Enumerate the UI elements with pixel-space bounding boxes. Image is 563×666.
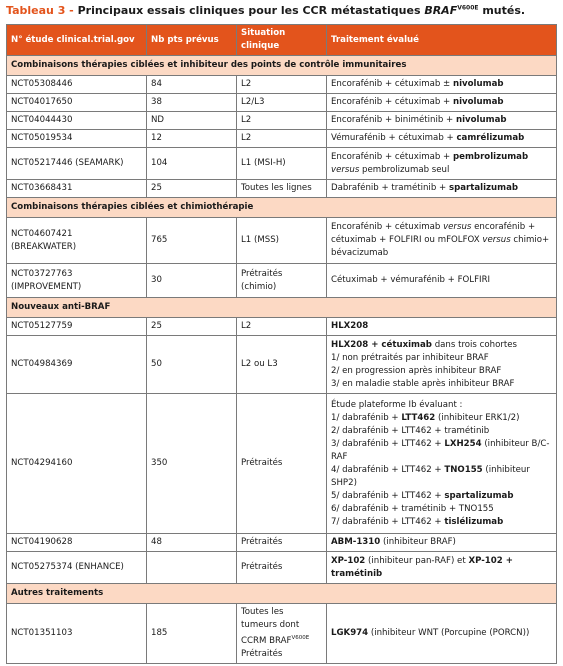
versus-text: versus xyxy=(482,235,511,245)
situation-text: CCRM BRAF xyxy=(241,635,292,646)
treatment-drug: nivolumab xyxy=(452,79,504,89)
treatment-text: chimio+ bévacizumab xyxy=(331,235,550,258)
treatment-drug: nivolumab xyxy=(452,97,504,107)
clinical-situation xyxy=(237,604,327,664)
treatment-drug: XP-102 + xyxy=(468,555,513,566)
patient-count: 48 xyxy=(147,534,237,552)
section-title: Autres traitements xyxy=(7,584,557,604)
treatment xyxy=(327,112,557,130)
treatment-text: pembrolizumab seul xyxy=(359,164,450,175)
patient-count: 30 xyxy=(147,264,237,298)
study-id: NCT05217446 (SEAMARK) xyxy=(7,148,147,180)
treatment-text: (inhibiteur pan-RAF) et xyxy=(365,555,469,566)
clinical-situation: L2 ou L3 xyxy=(237,336,327,394)
section-row xyxy=(7,584,557,604)
patient-count: 104 xyxy=(147,148,237,180)
treatment-drug: LXH254 xyxy=(444,438,482,449)
treatment-text: encorafénib + cétuximab + FOLFIRI ou mFOLFOX xyxy=(331,222,536,245)
treatment-drug: tislélizumab xyxy=(444,516,504,527)
treatment xyxy=(327,130,557,148)
patient-count: 25 xyxy=(147,318,237,336)
header-treatment: Traitement évalué xyxy=(327,25,557,56)
study-id: NCT05275374 (ENHANCE) xyxy=(7,552,147,584)
arm-item: (inhibiteur B/C-RAF xyxy=(331,438,550,462)
situation-text: tumeurs dont xyxy=(241,620,300,631)
arm-item: (inhibiteur SHP2) xyxy=(331,464,530,488)
treatment xyxy=(327,318,557,336)
treatment-drug: camrélizumab xyxy=(456,133,525,143)
treatment-text: dans trois cohortes xyxy=(431,339,517,350)
situation-text: Toutes les xyxy=(241,607,284,618)
study-id: NCT05308446 xyxy=(7,76,147,94)
treatment-drug: XP-102 xyxy=(331,555,366,566)
table-row xyxy=(7,112,557,130)
treatment xyxy=(327,180,557,198)
treatment-text: Encorafénib + binimétinib + xyxy=(331,115,456,125)
treatment-text: Encorafénib + cétuximab ± xyxy=(331,79,453,89)
arm-item: 7/ dabrafénib + LTT462 + xyxy=(331,516,445,527)
table-row xyxy=(7,534,557,552)
study-id: NCT04294160 xyxy=(7,394,147,534)
header-row xyxy=(7,25,557,56)
arm-item: 6/ dabrafénib + tramétinib + TNO155 xyxy=(331,503,494,514)
study-id: NCT04017650 xyxy=(7,94,147,112)
situation-text: Prétraités xyxy=(241,648,283,659)
arm-item: 1/ dabrafénib + xyxy=(331,412,402,423)
study-id xyxy=(7,218,147,264)
table-row xyxy=(7,336,557,394)
treatment-drug: ABM-1310 xyxy=(331,537,381,547)
treatment-drug: nivolumab xyxy=(455,115,507,125)
table-row xyxy=(7,218,557,264)
treatment-text: Dabrafénib + tramétinib + xyxy=(331,183,449,193)
versus-text: versus xyxy=(331,164,360,175)
clinical-situation: L2 xyxy=(237,76,327,94)
study-id: NCT05127759 xyxy=(7,318,147,336)
mutation-sup: V600E xyxy=(291,635,310,642)
section-row xyxy=(7,56,557,76)
treatment-drug: spartalizumab xyxy=(444,490,514,501)
header-situation: Situation clinique xyxy=(237,25,327,56)
clinical-situation: Prétraités xyxy=(237,534,327,552)
patient-count: 25 xyxy=(147,180,237,198)
treatment xyxy=(327,94,557,112)
cohort-item: 2/ en progression après inhibiteur BRAF xyxy=(331,365,502,376)
patient-count: ND xyxy=(147,112,237,130)
treatment xyxy=(327,552,557,584)
treatment-text: Encorafénib + cétuximab + xyxy=(331,151,453,162)
treatment-drug: LGK974 xyxy=(331,628,369,638)
section-title: Combinaisons thérapies ciblées et chimiothérapie xyxy=(7,198,557,218)
clinical-situation: L2 xyxy=(237,112,327,130)
study-acronym: (IMPROVEMENT) xyxy=(11,281,82,292)
treatment: Cétuximab + vémurafénib + FOLFIRI xyxy=(327,264,557,298)
arm-item: (inhibiteur ERK1/2) xyxy=(435,412,520,423)
treatment-text: Étude plateforme Ib évaluant : xyxy=(331,399,463,410)
table-row xyxy=(7,148,557,180)
arm-item: 2/ dabrafénib + LTT462 + tramétinib xyxy=(331,425,490,436)
patient-count: 38 xyxy=(147,94,237,112)
table-row xyxy=(7,604,557,664)
treatment-drug: tramétinib xyxy=(331,568,383,579)
arm-item: 5/ dabrafénib + LTT462 + xyxy=(331,490,445,501)
table-row xyxy=(7,76,557,94)
study-id: NCT03668431 xyxy=(7,180,147,198)
situation-text: (chimio) xyxy=(241,281,277,292)
clinical-situation: L2 xyxy=(237,318,327,336)
caption-label: Tableau 3 - xyxy=(6,4,78,17)
study-number: NCT03727763 xyxy=(11,268,73,279)
patient-count xyxy=(147,552,237,584)
caption-text: Principaux essais cliniques pour les CCR métastatiques xyxy=(77,4,425,17)
clinical-situation xyxy=(237,264,327,298)
study-id xyxy=(7,264,147,298)
header-patients: Nb pts prévus xyxy=(147,25,237,56)
table-row xyxy=(7,94,557,112)
treatment xyxy=(327,534,557,552)
patient-count: 185 xyxy=(147,604,237,664)
study-id: NCT05019534 xyxy=(7,130,147,148)
caption-gene: BRAF xyxy=(424,4,458,17)
section-row xyxy=(7,298,557,318)
study-number: NCT04607421 xyxy=(11,228,73,239)
header-study: N° étude clinical.trial.gov xyxy=(7,25,147,56)
table-row xyxy=(7,394,557,534)
versus-text: versus xyxy=(443,222,472,232)
treatment xyxy=(327,336,557,394)
treatment-text: (inhibiteur WNT (Porcupine (PORCN)) xyxy=(368,628,530,638)
patient-count: 84 xyxy=(147,76,237,94)
study-id: NCT04190628 xyxy=(7,534,147,552)
clinical-situation: L1 (MSI-H) xyxy=(237,148,327,180)
cohort-item: 1/ non prétraités par inhibiteur BRAF xyxy=(331,352,489,363)
cohort-item: 3/ en maladie stable après inhibiteur BRAF xyxy=(331,378,515,389)
patient-count: 50 xyxy=(147,336,237,394)
treatment-drug: spartalizumab xyxy=(448,183,519,193)
situation-text: Prétraités xyxy=(241,268,283,279)
treatment-drug: HLX208 + cétuximab xyxy=(331,339,432,350)
treatment-text: Vémurafénib + cétuximab + xyxy=(331,133,457,143)
clinical-situation: L1 (MSS) xyxy=(237,218,327,264)
treatment xyxy=(327,148,557,180)
caption-mutation: V600E xyxy=(457,4,479,12)
treatment-drug: TNO155 xyxy=(444,464,483,475)
arm-item: 4/ dabrafénib + LTT462 + xyxy=(331,464,445,475)
treatment-text: Encorafénib + cétuximab xyxy=(331,222,444,232)
table-row xyxy=(7,318,557,336)
study-id: NCT01351103 xyxy=(7,604,147,664)
treatment xyxy=(327,604,557,664)
patient-count: 350 xyxy=(147,394,237,534)
section-row xyxy=(7,198,557,218)
table-row xyxy=(7,130,557,148)
clinical-situation: L2/L3 xyxy=(237,94,327,112)
treatment-drug: pembrolizumab xyxy=(452,151,529,162)
arm-item: 3/ dabrafénib + LTT462 + xyxy=(331,438,445,449)
study-id: NCT04984369 xyxy=(7,336,147,394)
caption-text-end: mutés. xyxy=(478,4,526,17)
treatment-drug: HLX208 xyxy=(331,321,369,331)
treatment xyxy=(327,218,557,264)
patient-count: 765 xyxy=(147,218,237,264)
trials-table xyxy=(6,24,557,664)
section-title: Nouveaux anti-BRAF xyxy=(7,298,557,318)
patient-count: 12 xyxy=(147,130,237,148)
clinical-situation: Prétraités xyxy=(237,394,327,534)
clinical-situation: L2 xyxy=(237,130,327,148)
clinical-situation: Prétraités xyxy=(237,552,327,584)
treatment-drug: LTT462 xyxy=(401,412,436,423)
treatment-text: Encorafénib + cétuximab + xyxy=(331,97,453,107)
table-caption xyxy=(6,4,525,17)
clinical-situation: Toutes les lignes xyxy=(237,180,327,198)
table-row xyxy=(7,552,557,584)
table-row xyxy=(7,180,557,198)
study-id: NCT04044430 xyxy=(7,112,147,130)
treatment xyxy=(327,394,557,534)
treatment xyxy=(327,76,557,94)
treatment-text: (inhibiteur BRAF) xyxy=(380,537,456,547)
table-row xyxy=(7,264,557,298)
study-acronym: (BREAKWATER) xyxy=(11,241,77,252)
section-title: Combinaisons thérapies ciblées et inhibiteur des points de contrôle immunitaires xyxy=(7,56,557,76)
